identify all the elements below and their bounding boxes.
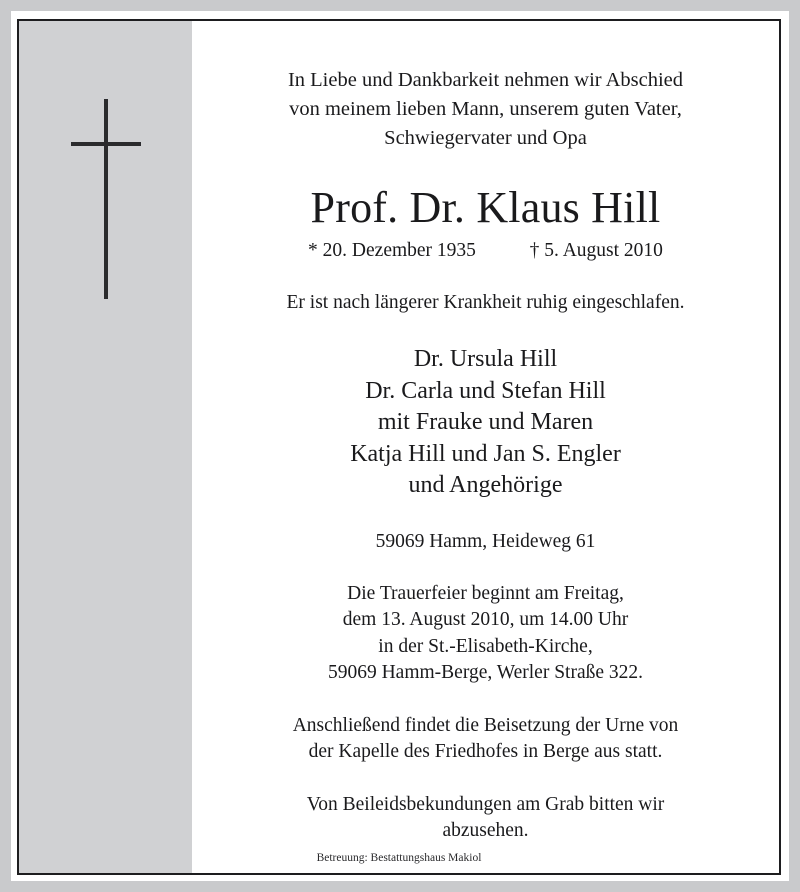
funeral-home-credit: Betreuung: Bestattungshaus Makiol	[316, 852, 482, 864]
latin-cross-icon	[71, 99, 141, 299]
residence-address: 59069 Hamm, Heideweg 61	[375, 530, 596, 552]
condolence-request	[214, 792, 757, 845]
life-dates	[214, 238, 757, 264]
notice-border-frame	[17, 19, 781, 875]
intro-text	[214, 66, 757, 153]
mourner-line: mit Frauke und Maren	[377, 409, 594, 435]
intro-line: In Liebe und Dankbarkeit nehmen wir Abschied	[287, 69, 684, 91]
service-line: 59069 Hamm-Berge, Werler Straße 322.	[327, 662, 644, 683]
service-line: dem 13. August 2010, um 14.00 Uhr	[342, 609, 629, 630]
intro-line: Schwiegervater und Opa	[384, 127, 587, 149]
notice-text-column	[192, 21, 779, 873]
deceased-name: Prof. Dr. Klaus Hill	[310, 183, 661, 232]
service-line: Die Trauerfeier beginnt am Freitag,	[347, 582, 624, 604]
birth-date: * 20. Dezember 1935	[308, 240, 476, 261]
mourner-line: Dr. Ursula Hill	[413, 346, 558, 372]
mourners-list	[214, 344, 757, 502]
interment-line: der Kapelle des Friedhofes in Berge aus statt.	[308, 741, 663, 762]
service-line: in der St.-Elisabeth-Kirche,	[378, 635, 593, 657]
interment-line: Anschließend findet die Beisetzung der Urne von	[292, 714, 679, 736]
passing-note: Er ist nach längerer Krankheit ruhig eingeschlafen.	[286, 292, 685, 313]
condolence-line: abzusehen.	[442, 820, 529, 841]
death-date: † 5. August 2010	[529, 240, 663, 261]
condolence-line: Von Beileidsbekundungen am Grab bitten wir	[306, 793, 665, 815]
intro-line: von meinem lieben Mann, unserem guten Vater,	[289, 98, 682, 120]
emblem-panel	[19, 21, 192, 873]
funeral-service-details	[214, 581, 757, 687]
cross-horizontal-bar	[71, 142, 141, 146]
mourner-line: Dr. Carla und Stefan Hill	[365, 377, 606, 404]
mourner-line: Katja Hill und Jan S. Engler	[350, 440, 621, 467]
obituary-notice-card	[11, 11, 789, 881]
interment-details	[214, 713, 757, 766]
mourner-line: und Angehörige	[408, 472, 563, 498]
cross-vertical-bar	[104, 99, 108, 299]
